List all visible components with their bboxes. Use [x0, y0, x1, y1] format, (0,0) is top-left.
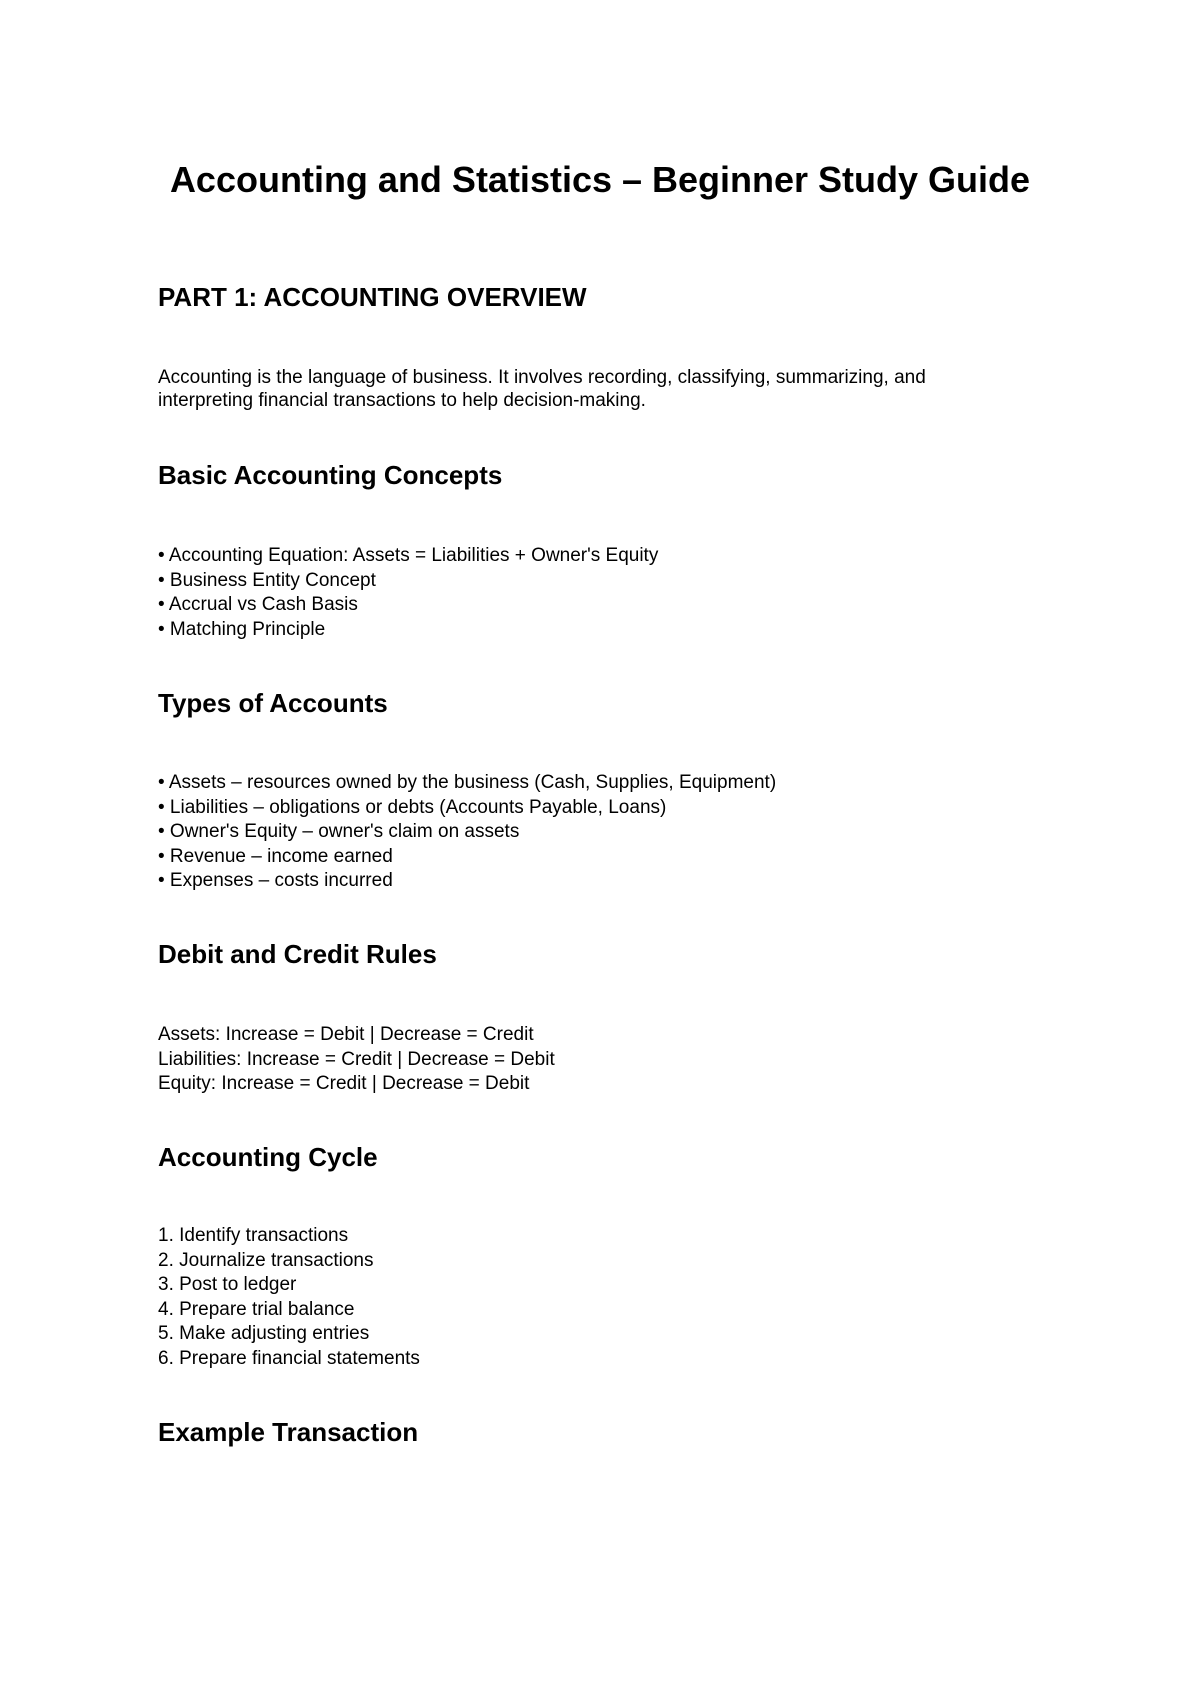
- list-item: • Accounting Equation: Assets = Liabilities + Owner's Equity: [158, 545, 659, 566]
- list-item: 1. Identify transactions: [158, 1225, 349, 1246]
- accounting-cycle-heading: Accounting Cycle: [158, 1142, 378, 1172]
- list-item: • Accrual vs Cash Basis: [158, 594, 358, 615]
- debit-credit-rules: [158, 1023, 1038, 1097]
- rule-line: Assets: Increase = Debit | Decrease = Credit: [158, 1024, 534, 1045]
- part1-heading: PART 1: ACCOUNTING OVERVIEW: [158, 282, 587, 312]
- list-item: • Matching Principle: [158, 618, 326, 640]
- list-item: • Business Entity Concept: [158, 569, 376, 591]
- list-item: • Expenses – costs incurred: [158, 870, 393, 891]
- list-item: 6. Prepare financial statements: [158, 1347, 420, 1369]
- list-item: • Revenue – income earned: [158, 845, 393, 867]
- accounting-cycle-steps: [158, 1224, 1038, 1371]
- list-item: • Assets – resources owned by the business (Cash, Supplies, Equipment): [158, 772, 777, 793]
- types-of-accounts-heading: Types of Accounts: [158, 688, 388, 718]
- basic-concepts-heading: Basic Accounting Concepts: [158, 460, 503, 490]
- document-title: Accounting and Statistics – Beginner Study Guide: [169, 159, 1031, 200]
- rule-line: Equity: Increase = Credit | Decrease = Debit: [158, 1073, 530, 1094]
- list-item: 2. Journalize transactions: [158, 1249, 374, 1271]
- rule-line: Liabilities: Increase = Credit | Decrease = Debit: [158, 1048, 555, 1070]
- part1-intro-paragraph: Accounting is the language of business. It involves recording, classifying, summarizing, and interpreting financial transactions to help decision-making.: [158, 367, 926, 411]
- list-item: 4. Prepare trial balance: [158, 1298, 355, 1320]
- debit-credit-heading: Debit and Credit Rules: [158, 939, 437, 969]
- list-item: 3. Post to ledger: [158, 1274, 297, 1295]
- list-item: • Liabilities – obligations or debts (Accounts Payable, Loans): [158, 796, 667, 818]
- types-of-accounts-list: [158, 771, 1038, 894]
- list-item: 5. Make adjusting entries: [158, 1323, 370, 1344]
- example-transaction-heading: Example Transaction: [158, 1417, 419, 1447]
- list-item: • Owner's Equity – owner's claim on assets: [158, 821, 520, 842]
- basic-concepts-list: [158, 544, 1038, 642]
